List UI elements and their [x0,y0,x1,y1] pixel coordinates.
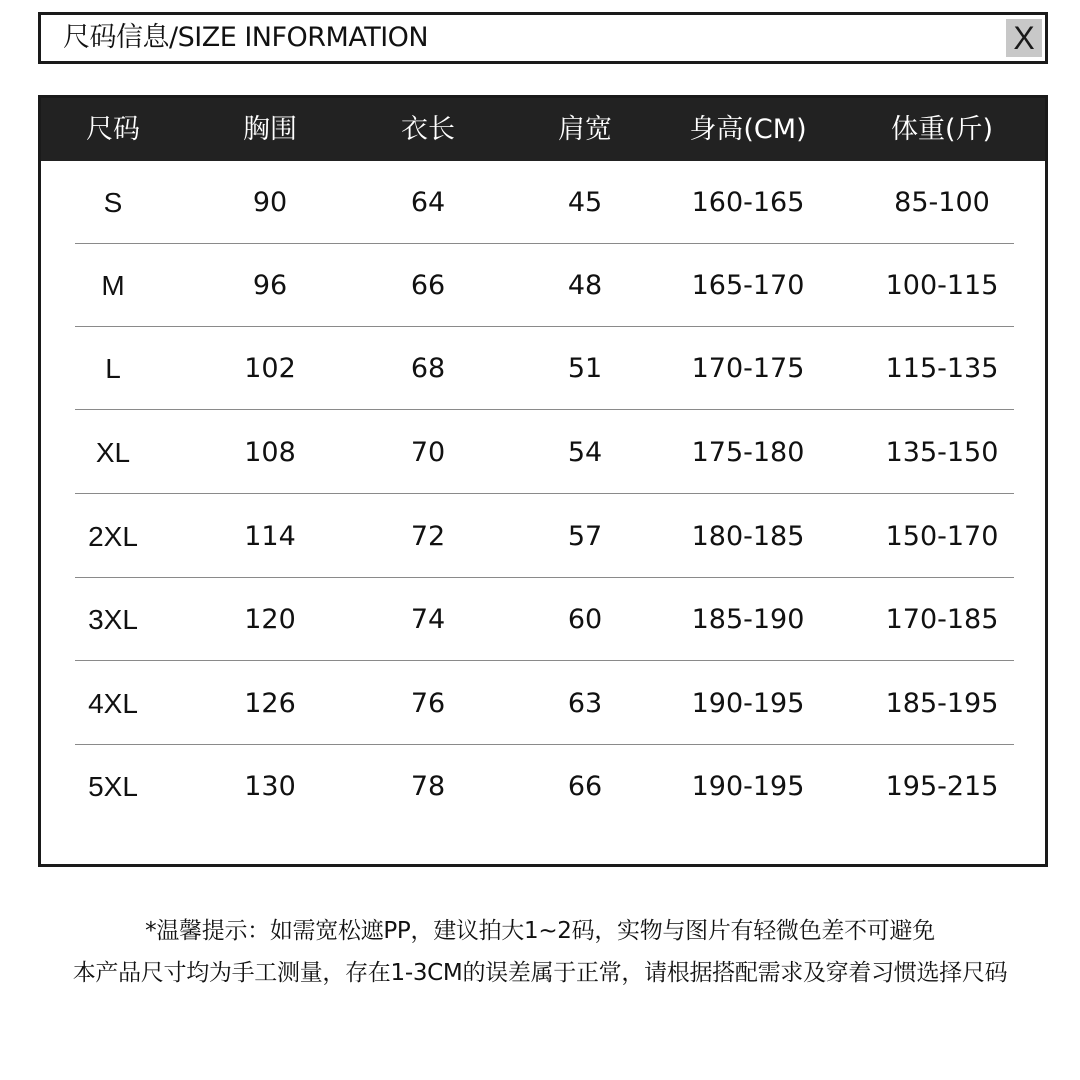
cell-height: 180-185 [691,521,805,552]
cell-height: 185-190 [691,604,805,635]
cell-shoulder: 51 [567,353,603,384]
cell-weight: 100-115 [885,270,999,301]
cell-shoulder: 54 [567,437,603,468]
cell-chest: 114 [244,521,296,552]
table-row [41,662,1045,745]
note-tip: *温馨提示：如需宽松遮PP，建议拍大1~2码，实物与图片有轻微色差不可避免 [145,918,935,944]
cell-length: 78 [410,771,446,802]
cell-shoulder: 57 [567,521,603,552]
cell-size: M [101,270,125,301]
header-size: 尺码 [86,114,140,145]
header-shoulder: 肩宽 [558,114,612,145]
cell-height: 160-165 [691,187,805,218]
cell-weight: 195-215 [885,771,999,802]
cell-height: 170-175 [691,353,805,384]
cell-weight: 85-100 [894,187,990,218]
cell-height: 175-180 [691,437,805,468]
cell-weight: 150-170 [885,521,999,552]
table-row [41,411,1045,494]
cell-height: 165-170 [691,270,805,301]
table-row [41,495,1045,578]
cell-length: 72 [410,521,446,552]
cell-chest: 120 [244,604,296,635]
close-button[interactable] [1006,19,1042,57]
header-height: 身高(CM) [689,114,807,145]
cell-shoulder: 45 [567,187,603,218]
cell-length: 66 [410,270,446,301]
title-bar [38,12,1048,64]
page-title: 尺码信息/SIZE INFORMATION [63,22,429,53]
cell-length: 68 [410,353,446,384]
cell-length: 76 [410,688,446,719]
cell-size: 3XL [88,604,138,635]
cell-chest: 130 [244,771,296,802]
size-table [38,95,1048,867]
cell-chest: 96 [252,270,288,301]
cell-chest: 102 [244,353,296,384]
cell-shoulder: 48 [567,270,603,301]
cell-shoulder: 63 [567,688,603,719]
header-length: 衣长 [401,114,455,145]
row-divider [75,660,1014,661]
cell-size: L [105,353,121,384]
cell-chest: 126 [244,688,296,719]
cell-height: 190-195 [691,771,805,802]
cell-shoulder: 66 [567,771,603,802]
cell-weight: 185-195 [885,688,999,719]
table-row [41,244,1045,327]
cell-size: XL [95,437,131,468]
cell-length: 70 [410,437,446,468]
table-row [41,161,1045,244]
table-row [41,327,1045,410]
cell-weight: 115-135 [885,353,999,384]
cell-weight: 135-150 [885,437,999,468]
cell-size: 4XL [88,688,138,719]
header-chest: 胸围 [243,114,297,145]
close-icon: X [1013,20,1035,56]
cell-chest: 90 [252,187,288,218]
cell-weight: 170-185 [885,604,999,635]
cell-size: 5XL [88,771,138,802]
note-measurement: 本产品尺寸均为手工测量，存在1-3CM的误差属于正常，请根据搭配需求及穿着习惯选择尺码 [72,960,1008,986]
cell-height: 190-195 [691,688,805,719]
cell-length: 64 [410,187,446,218]
row-divider [75,409,1014,410]
size-notes [0,910,1080,994]
table-row [41,578,1045,661]
cell-length: 74 [410,604,446,635]
header-weight: 体重(斤) [890,114,994,145]
cell-size: S [103,187,123,218]
cell-shoulder: 60 [567,604,603,635]
table-row [41,745,1045,828]
cell-chest: 108 [244,437,296,468]
cell-size: 2XL [88,521,138,552]
row-divider [75,493,1014,494]
table-header [41,98,1045,161]
